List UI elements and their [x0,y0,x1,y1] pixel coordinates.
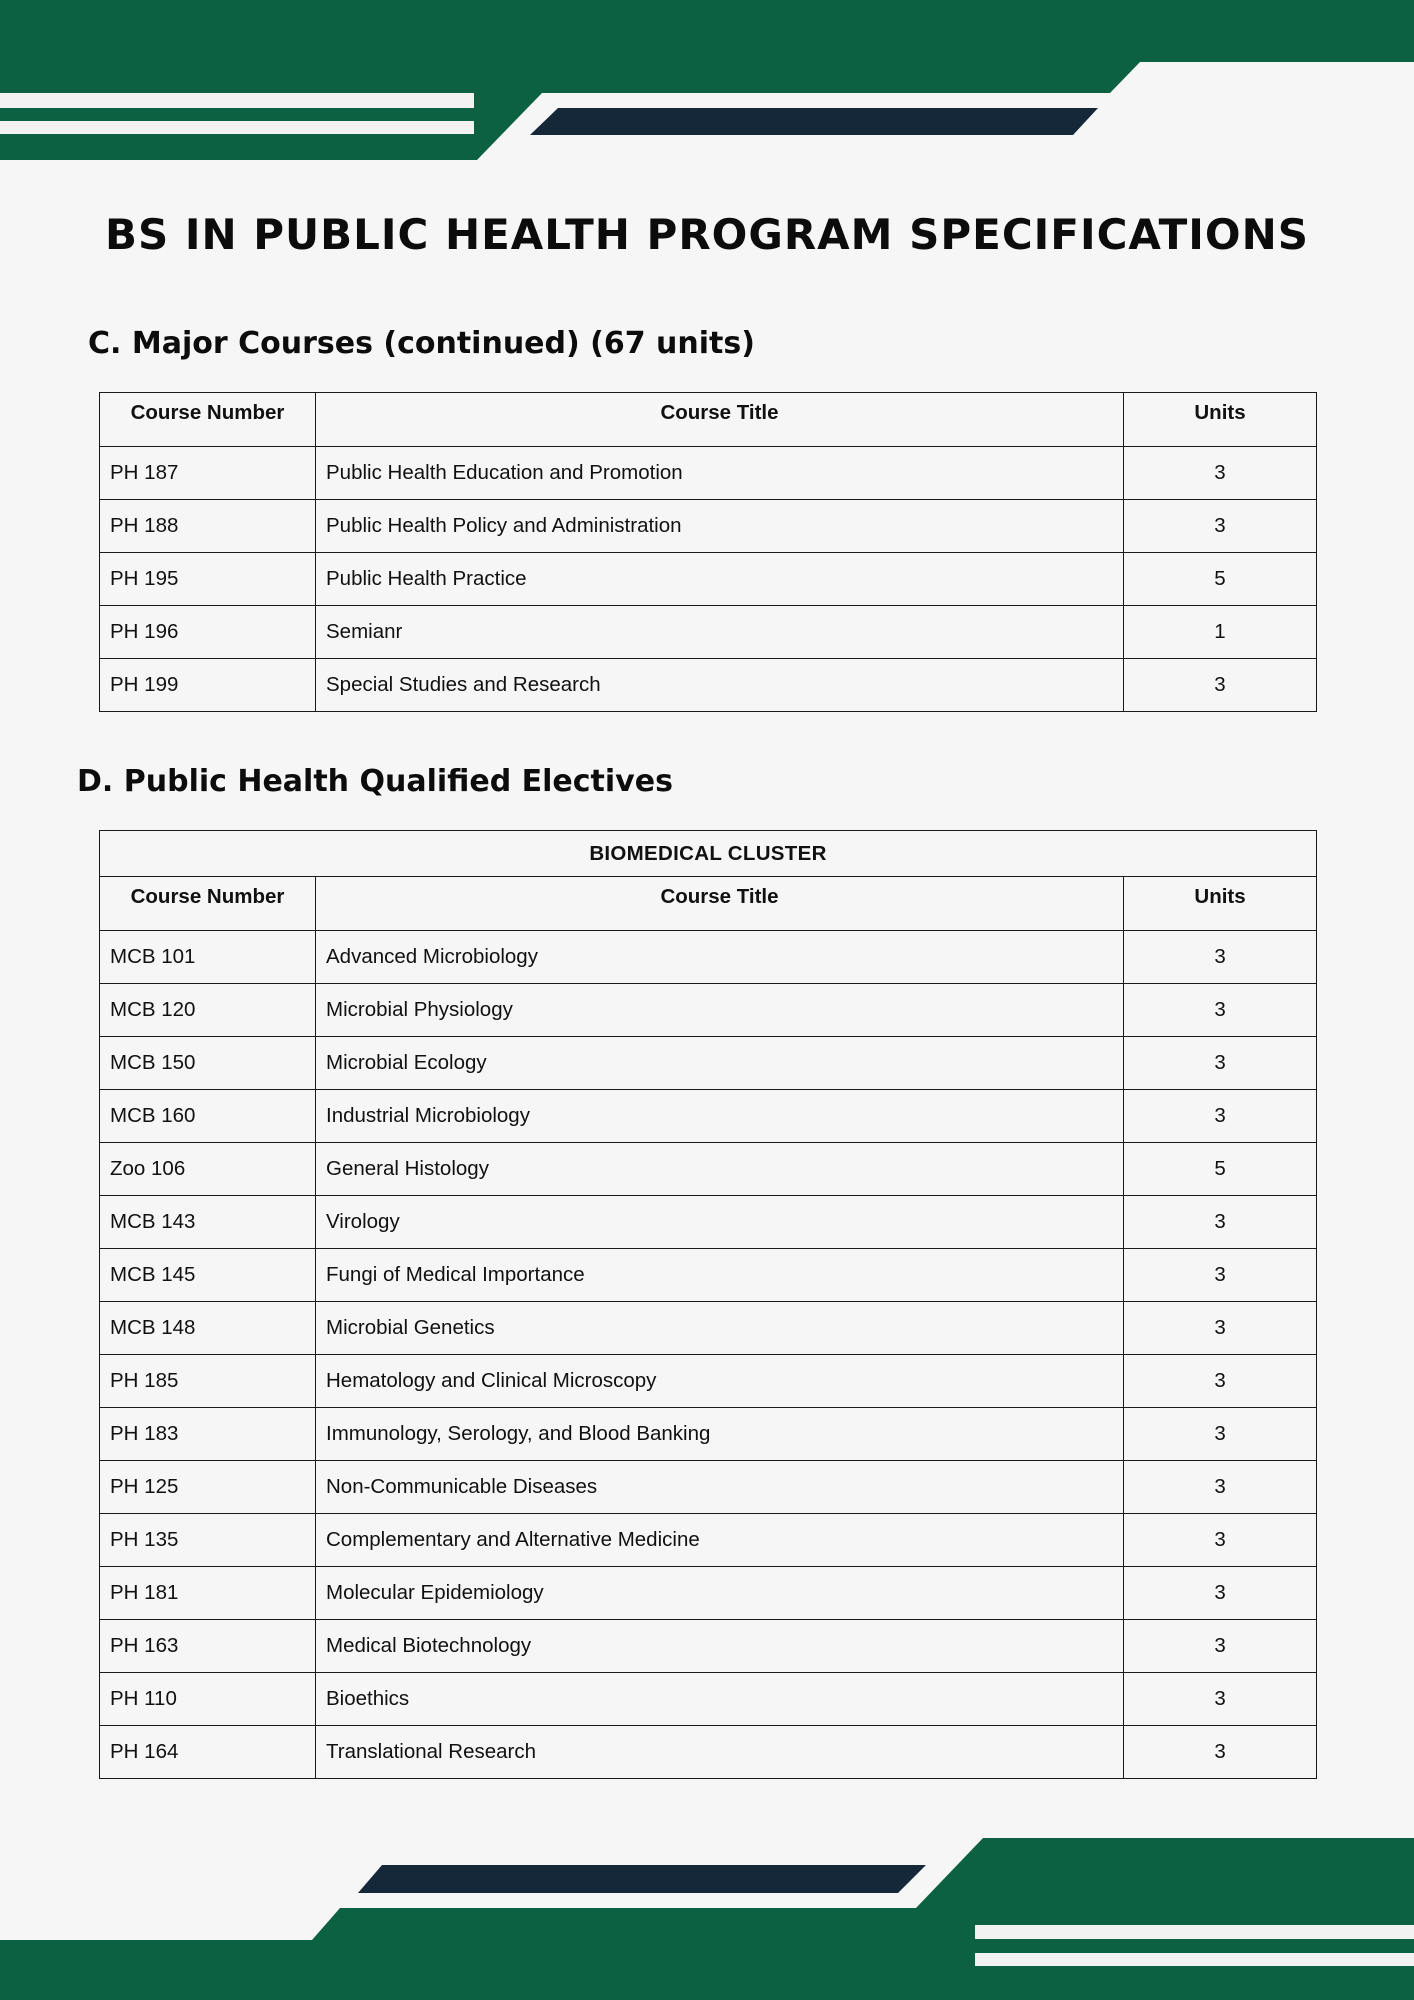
units-cell: 3 [1124,1620,1317,1673]
col-header-course-title: Course Title [316,393,1124,447]
course-title-cell: Immunology, Serology, and Blood Banking [316,1408,1124,1461]
electives-body [100,931,1317,1779]
table-row [100,553,1317,606]
course-number-cell: MCB 143 [100,1196,316,1249]
course-number-cell: PH 125 [100,1461,316,1514]
course-title-cell: Semianr [316,606,1124,659]
course-title-cell: Industrial Microbiology [316,1090,1124,1143]
table-row [100,1355,1317,1408]
units-cell: 3 [1124,447,1317,500]
course-title-cell: Public Health Policy and Administration [316,500,1124,553]
top-banner-decoration [0,0,1414,170]
course-number-cell: PH 110 [100,1673,316,1726]
top-stripe-1 [0,93,474,108]
course-number-cell: MCB 101 [100,931,316,984]
course-number-cell: MCB 160 [100,1090,316,1143]
table-row [100,931,1317,984]
course-number-cell: PH 163 [100,1620,316,1673]
table-row [100,1090,1317,1143]
units-cell: 3 [1124,1249,1317,1302]
col-header-units: Units [1124,393,1317,447]
units-cell: 3 [1124,984,1317,1037]
units-cell: 3 [1124,1514,1317,1567]
course-number-cell: MCB 120 [100,984,316,1037]
course-title-cell: Microbial Physiology [316,984,1124,1037]
units-cell: 3 [1124,1461,1317,1514]
electives-table [99,830,1317,1779]
course-number-cell: MCB 150 [100,1037,316,1090]
table-header-row [100,877,1317,931]
cluster-header: BIOMEDICAL CLUSTER [100,831,1317,877]
table-row [100,1037,1317,1090]
course-title-cell: Non-Communicable Diseases [316,1461,1124,1514]
course-number-cell: PH 185 [100,1355,316,1408]
top-stripe-2 [0,121,474,134]
course-title-cell: General Histology [316,1143,1124,1196]
bottom-navy-bar [358,1865,926,1893]
table-row [100,1196,1317,1249]
units-cell: 3 [1124,1726,1317,1779]
units-cell: 3 [1124,1037,1317,1090]
course-number-cell: PH 195 [100,553,316,606]
table-row [100,1408,1317,1461]
page-title: BS IN PUBLIC HEALTH PROGRAM SPECIFICATIONS [104,210,1310,259]
section-d-heading: D. Public Health Qualified Electives [77,764,673,799]
bottom-green-band [0,1838,1414,2000]
course-number-cell: PH 164 [100,1726,316,1779]
units-cell: 5 [1124,1143,1317,1196]
course-title-cell: Fungi of Medical Importance [316,1249,1124,1302]
course-title-cell: Translational Research [316,1726,1124,1779]
course-title-cell: Complementary and Alternative Medicine [316,1514,1124,1567]
cluster-header-row [100,831,1317,877]
table-row [100,1461,1317,1514]
course-number-cell: PH 181 [100,1567,316,1620]
units-cell: 3 [1124,500,1317,553]
course-number-cell: MCB 148 [100,1302,316,1355]
units-cell: 3 [1124,1302,1317,1355]
table-row [100,1620,1317,1673]
table-header-row [100,393,1317,447]
col-header-units: Units [1124,877,1317,931]
units-cell: 3 [1124,1196,1317,1249]
units-cell: 1 [1124,606,1317,659]
table-row [100,659,1317,712]
units-cell: 3 [1124,931,1317,984]
table-row [100,1726,1317,1779]
table-row [100,1249,1317,1302]
table-row [100,1514,1317,1567]
major-courses-body [100,447,1317,712]
table-row [100,1567,1317,1620]
top-green-band [0,0,1414,160]
table-row [100,1673,1317,1726]
units-cell: 3 [1124,1355,1317,1408]
course-title-cell: Medical Biotechnology [316,1620,1124,1673]
table-row [100,500,1317,553]
col-header-course-number: Course Number [100,877,316,931]
col-header-course-title: Course Title [316,877,1124,931]
course-number-cell: PH 187 [100,447,316,500]
units-cell: 5 [1124,553,1317,606]
col-header-course-number: Course Number [100,393,316,447]
course-title-cell: Microbial Ecology [316,1037,1124,1090]
top-navy-bar [530,108,1098,135]
course-number-cell: PH 196 [100,606,316,659]
course-number-cell: PH 188 [100,500,316,553]
bottom-stripe-2 [975,1953,1414,1966]
section-c-heading: C. Major Courses (continued) (67 units) [88,326,755,361]
course-number-cell: MCB 145 [100,1249,316,1302]
major-courses-table [99,392,1317,712]
units-cell: 3 [1124,659,1317,712]
table-row [100,1302,1317,1355]
course-title-cell: Hematology and Clinical Microscopy [316,1355,1124,1408]
course-number-cell: PH 135 [100,1514,316,1567]
course-title-cell: Special Studies and Research [316,659,1124,712]
course-title-cell: Bioethics [316,1673,1124,1726]
course-title-cell: Public Health Practice [316,553,1124,606]
bottom-stripe-1 [975,1925,1414,1939]
course-title-cell: Public Health Education and Promotion [316,447,1124,500]
table-row [100,606,1317,659]
table-row [100,984,1317,1037]
course-title-cell: Microbial Genetics [316,1302,1124,1355]
table-row [100,447,1317,500]
units-cell: 3 [1124,1673,1317,1726]
units-cell: 3 [1124,1090,1317,1143]
table-row [100,1143,1317,1196]
course-number-cell: Zoo 106 [100,1143,316,1196]
course-number-cell: PH 199 [100,659,316,712]
units-cell: 3 [1124,1567,1317,1620]
units-cell: 3 [1124,1408,1317,1461]
course-title-cell: Molecular Epidemiology [316,1567,1124,1620]
course-title-cell: Advanced Microbiology [316,931,1124,984]
course-number-cell: PH 183 [100,1408,316,1461]
course-title-cell: Virology [316,1196,1124,1249]
